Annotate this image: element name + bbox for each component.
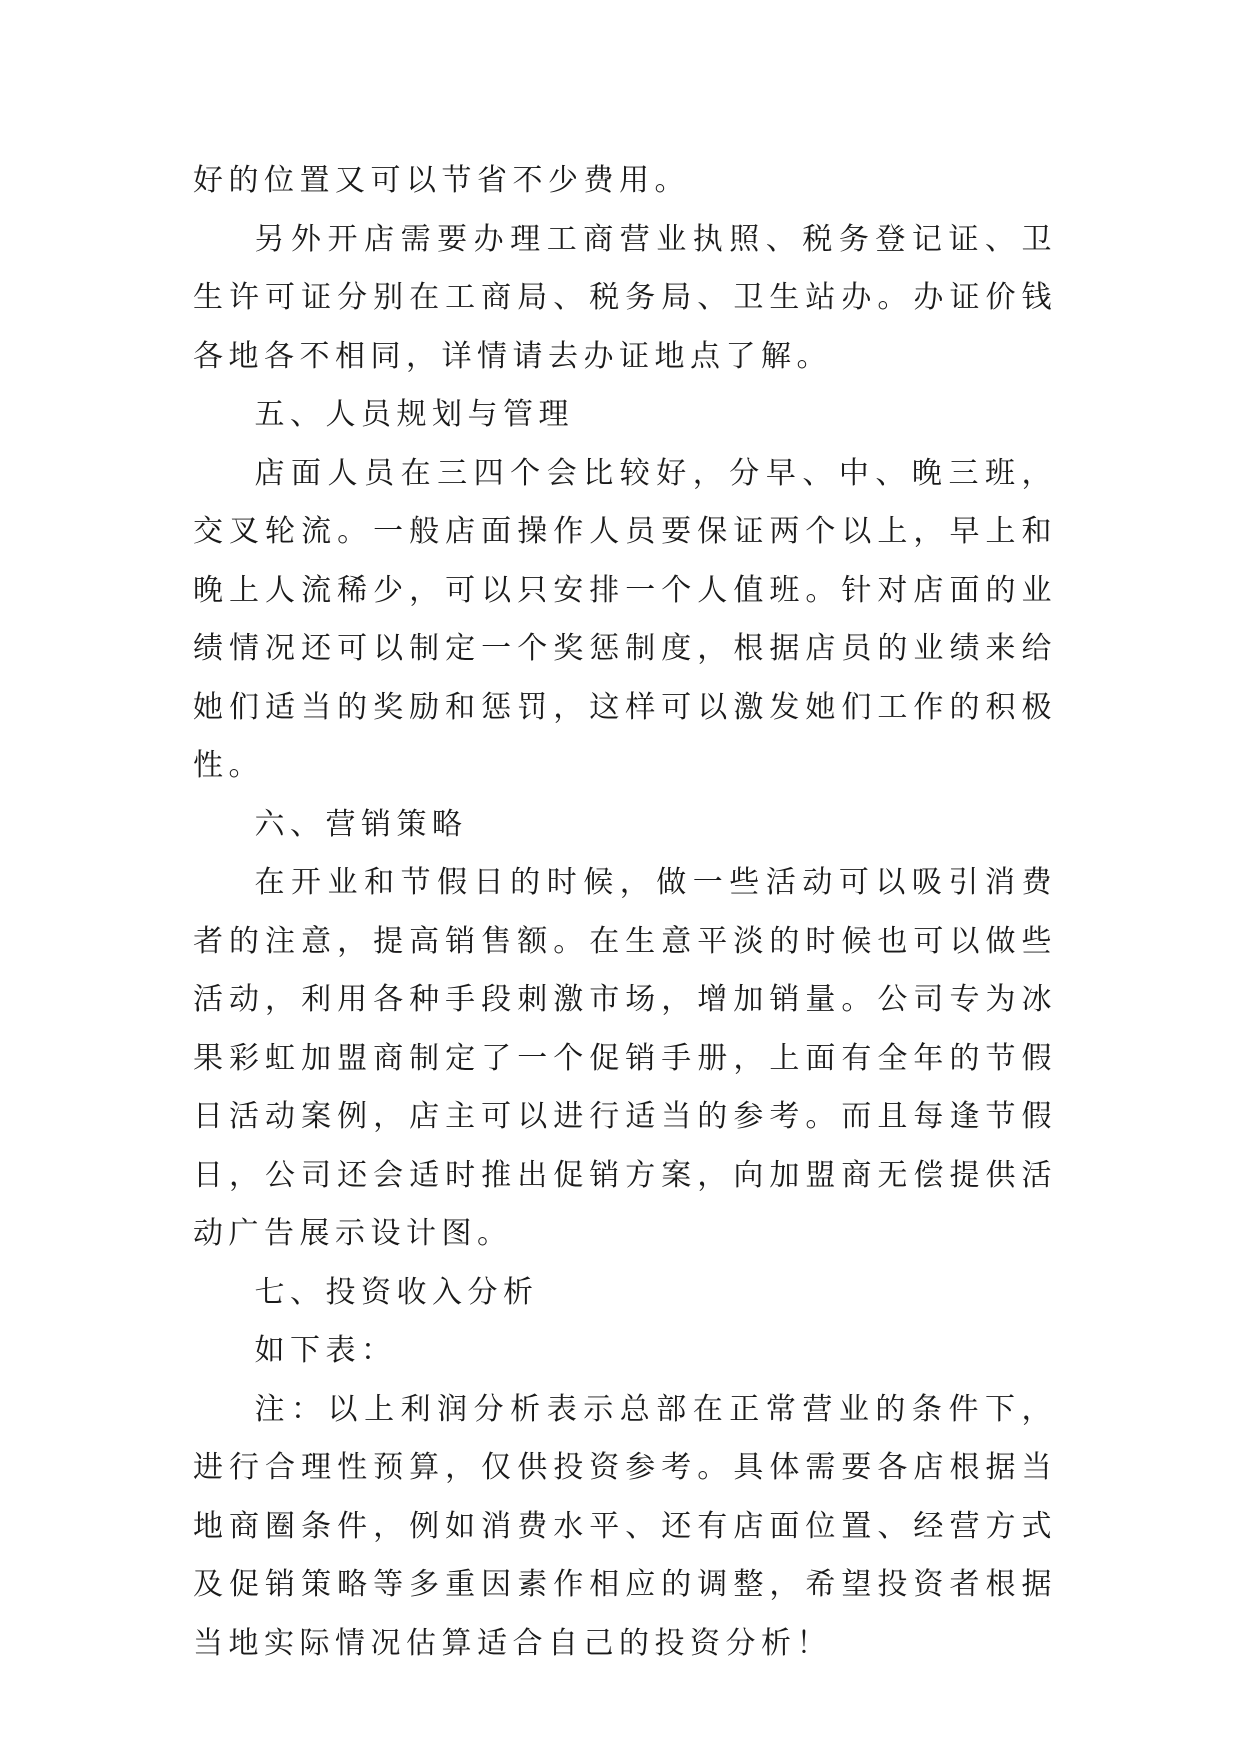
- paragraph-table-intro: 如下表：: [254, 1333, 397, 1368]
- section-heading-staffing: 五、人员规划与管理: [254, 397, 574, 432]
- document-body: [193, 152, 1057, 1673]
- paragraph-note: 注：以上利润分析表示总部在正常营业的条件下，进行合理性预算，仅供投资参考。具体需要各店根据当地商圈条件，例如消费水平、还有店面位置、经营方式及促销策略等多重因素作相应的调整，希望投资者根据当地实际情况估算适合自己的投资分析！: [193, 1391, 1057, 1661]
- paragraph-staffing: 店面人员在三四个会比较好，分早、中、晚三班，交叉轮流。一般店面操作人员要保证两个以上，早上和晚上人流稀少，可以只安排一个人值班。针对店面的业绩情况还可以制定一个奖惩制度，根据店员的业绩来给她们适当的奖励和惩罚，这样可以激发她们工作的积极性。: [193, 455, 1057, 783]
- paragraph-continuation: 好的位置又可以节省不少费用。: [193, 163, 690, 198]
- paragraph-licenses: 另外开店需要办理工商营业执照、税务登记证、卫生许可证分别在工商局、税务局、卫生站办。办证价钱各地各不相同，详情请去办证地点了解。: [193, 221, 1057, 374]
- paragraph-marketing: 在开业和节假日的时候，做一些活动可以吸引消费者的注意，提高销售额。在生意平淡的时候也可以做些活动，利用各种手段刺激市场，增加销量。公司专为冰果彩虹加盟商制定了一个促销手册，上面有全年的节假日活动案例，店主可以进行适当的参考。而且每逢节假日，公司还会适时推出促销方案，向加盟商无偿提供活动广告展示设计图。: [193, 865, 1057, 1251]
- section-heading-investment: 七、投资收入分析: [254, 1274, 539, 1310]
- section-heading-marketing: 六、营销策略: [254, 806, 468, 842]
